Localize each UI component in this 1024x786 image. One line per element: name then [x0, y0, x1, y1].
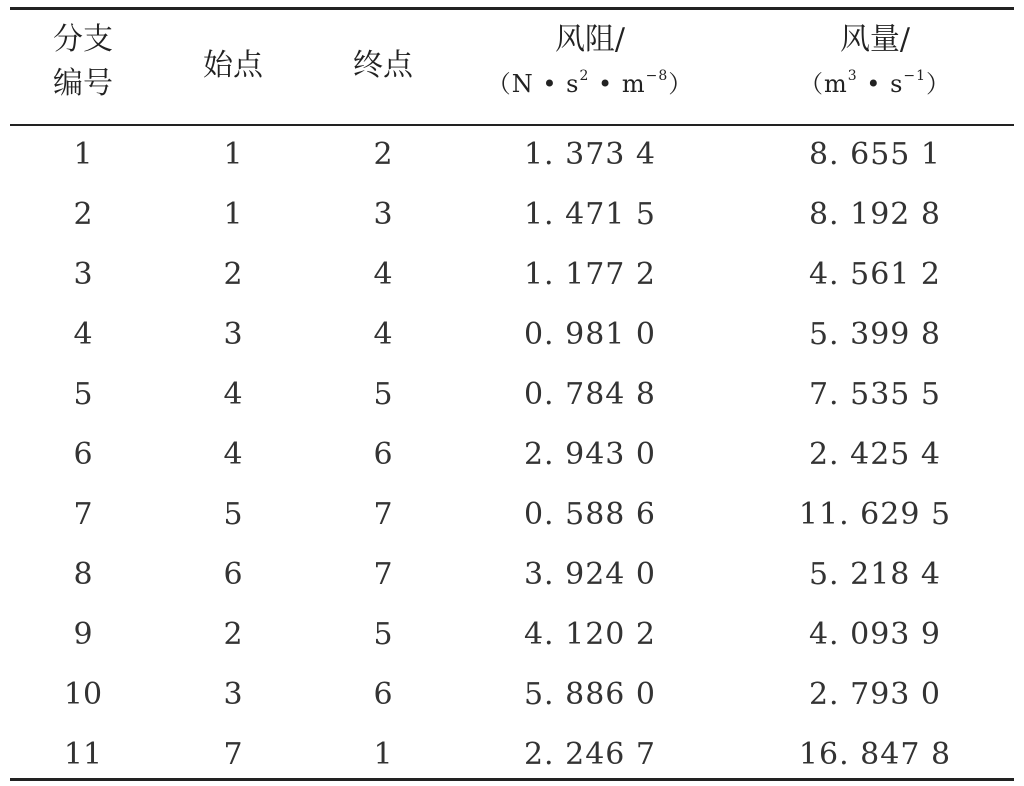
cell-resistance: 0. 784 8 — [523, 377, 657, 412]
table-row — [0, 246, 1024, 306]
cell-start: 2 — [223, 617, 243, 652]
cell-start: 4 — [223, 377, 243, 412]
header-branch-number: 分支 编号 — [53, 22, 113, 101]
cell-flow: 8. 655 1 — [808, 137, 942, 172]
cell-flow: 7. 535 5 — [808, 377, 942, 412]
cell-start: 1 — [223, 137, 243, 172]
cell-resistance: 0. 981 0 — [523, 317, 657, 352]
cell-flow: 4. 561 2 — [808, 257, 942, 292]
cell-end: 5 — [373, 617, 393, 652]
cell-branch: 11 — [63, 737, 103, 772]
cell-end: 1 — [373, 737, 393, 772]
table-bottom-rule — [10, 778, 1014, 781]
cell-start: 5 — [223, 497, 243, 532]
table-row — [0, 306, 1024, 366]
cell-flow: 2. 425 4 — [808, 437, 942, 472]
table-top-rule — [10, 7, 1014, 10]
cell-resistance: 2. 943 0 — [523, 437, 657, 472]
table-row — [0, 126, 1024, 186]
cell-start: 3 — [223, 677, 243, 712]
cell-branch: 6 — [73, 437, 93, 472]
cell-flow: 5. 218 4 — [808, 557, 942, 592]
cell-resistance: 1. 471 5 — [523, 197, 657, 232]
table-row — [0, 666, 1024, 726]
table-row — [0, 486, 1024, 546]
cell-end: 7 — [373, 497, 393, 532]
cell-branch: 10 — [63, 677, 103, 712]
cell-end: 6 — [373, 437, 393, 472]
flow-unit: （$m^3$ • $s^{-1}$） — [798, 68, 952, 98]
header-end-node: 终点 — [353, 48, 413, 83]
cell-end: 5 — [373, 377, 393, 412]
cell-resistance: 4. 120 2 — [523, 617, 657, 652]
cell-flow: 2. 793 0 — [808, 677, 942, 712]
cell-resistance: 5. 886 0 — [523, 677, 657, 712]
cell-branch: 8 — [73, 557, 93, 592]
cell-end: 6 — [373, 677, 393, 712]
cell-flow: 8. 192 8 — [808, 197, 942, 232]
header-air-volume: 风量/ （$m^3$ • $s^{-1}$） — [734, 18, 1016, 106]
cell-branch: 7 — [73, 497, 93, 532]
cell-start: 3 — [223, 317, 243, 352]
cell-branch: 9 — [73, 617, 93, 652]
cell-resistance: 1. 373 4 — [523, 137, 657, 172]
cell-flow: 16. 847 8 — [798, 737, 952, 772]
cell-branch: 3 — [73, 257, 93, 292]
cell-start: 7 — [223, 737, 243, 772]
cell-branch: 5 — [73, 377, 93, 412]
cell-end: 4 — [373, 317, 393, 352]
cell-branch: 1 — [73, 137, 93, 172]
table-row — [0, 366, 1024, 426]
cell-end: 4 — [373, 257, 393, 292]
cell-start: 6 — [223, 557, 243, 592]
resistance-unit: （N • $s^2$ • $m^{-8}$） — [486, 68, 694, 98]
table-row — [0, 606, 1024, 666]
cell-resistance: 0. 588 6 — [523, 497, 657, 532]
cell-branch: 2 — [73, 197, 93, 232]
cell-flow: 11. 629 5 — [798, 497, 952, 532]
cell-flow: 4. 093 9 — [808, 617, 942, 652]
header-air-resistance: 风阻/ （N • $s^2$ • $m^{-8}$） — [452, 18, 728, 106]
header-start-node: 始点 — [203, 48, 263, 83]
cell-end: 3 — [373, 197, 393, 232]
table-row — [0, 726, 1024, 786]
cell-resistance: 1. 177 2 — [523, 257, 657, 292]
cell-branch: 4 — [73, 317, 93, 352]
cell-start: 2 — [223, 257, 243, 292]
table-row — [0, 546, 1024, 606]
cell-end: 2 — [373, 137, 393, 172]
cell-end: 7 — [373, 557, 393, 592]
table-row — [0, 426, 1024, 486]
cell-start: 1 — [223, 197, 243, 232]
table-row — [0, 186, 1024, 246]
cell-resistance: 3. 924 0 — [523, 557, 657, 592]
cell-resistance: 2. 246 7 — [523, 737, 657, 772]
cell-start: 4 — [223, 437, 243, 472]
cell-flow: 5. 399 8 — [808, 317, 942, 352]
